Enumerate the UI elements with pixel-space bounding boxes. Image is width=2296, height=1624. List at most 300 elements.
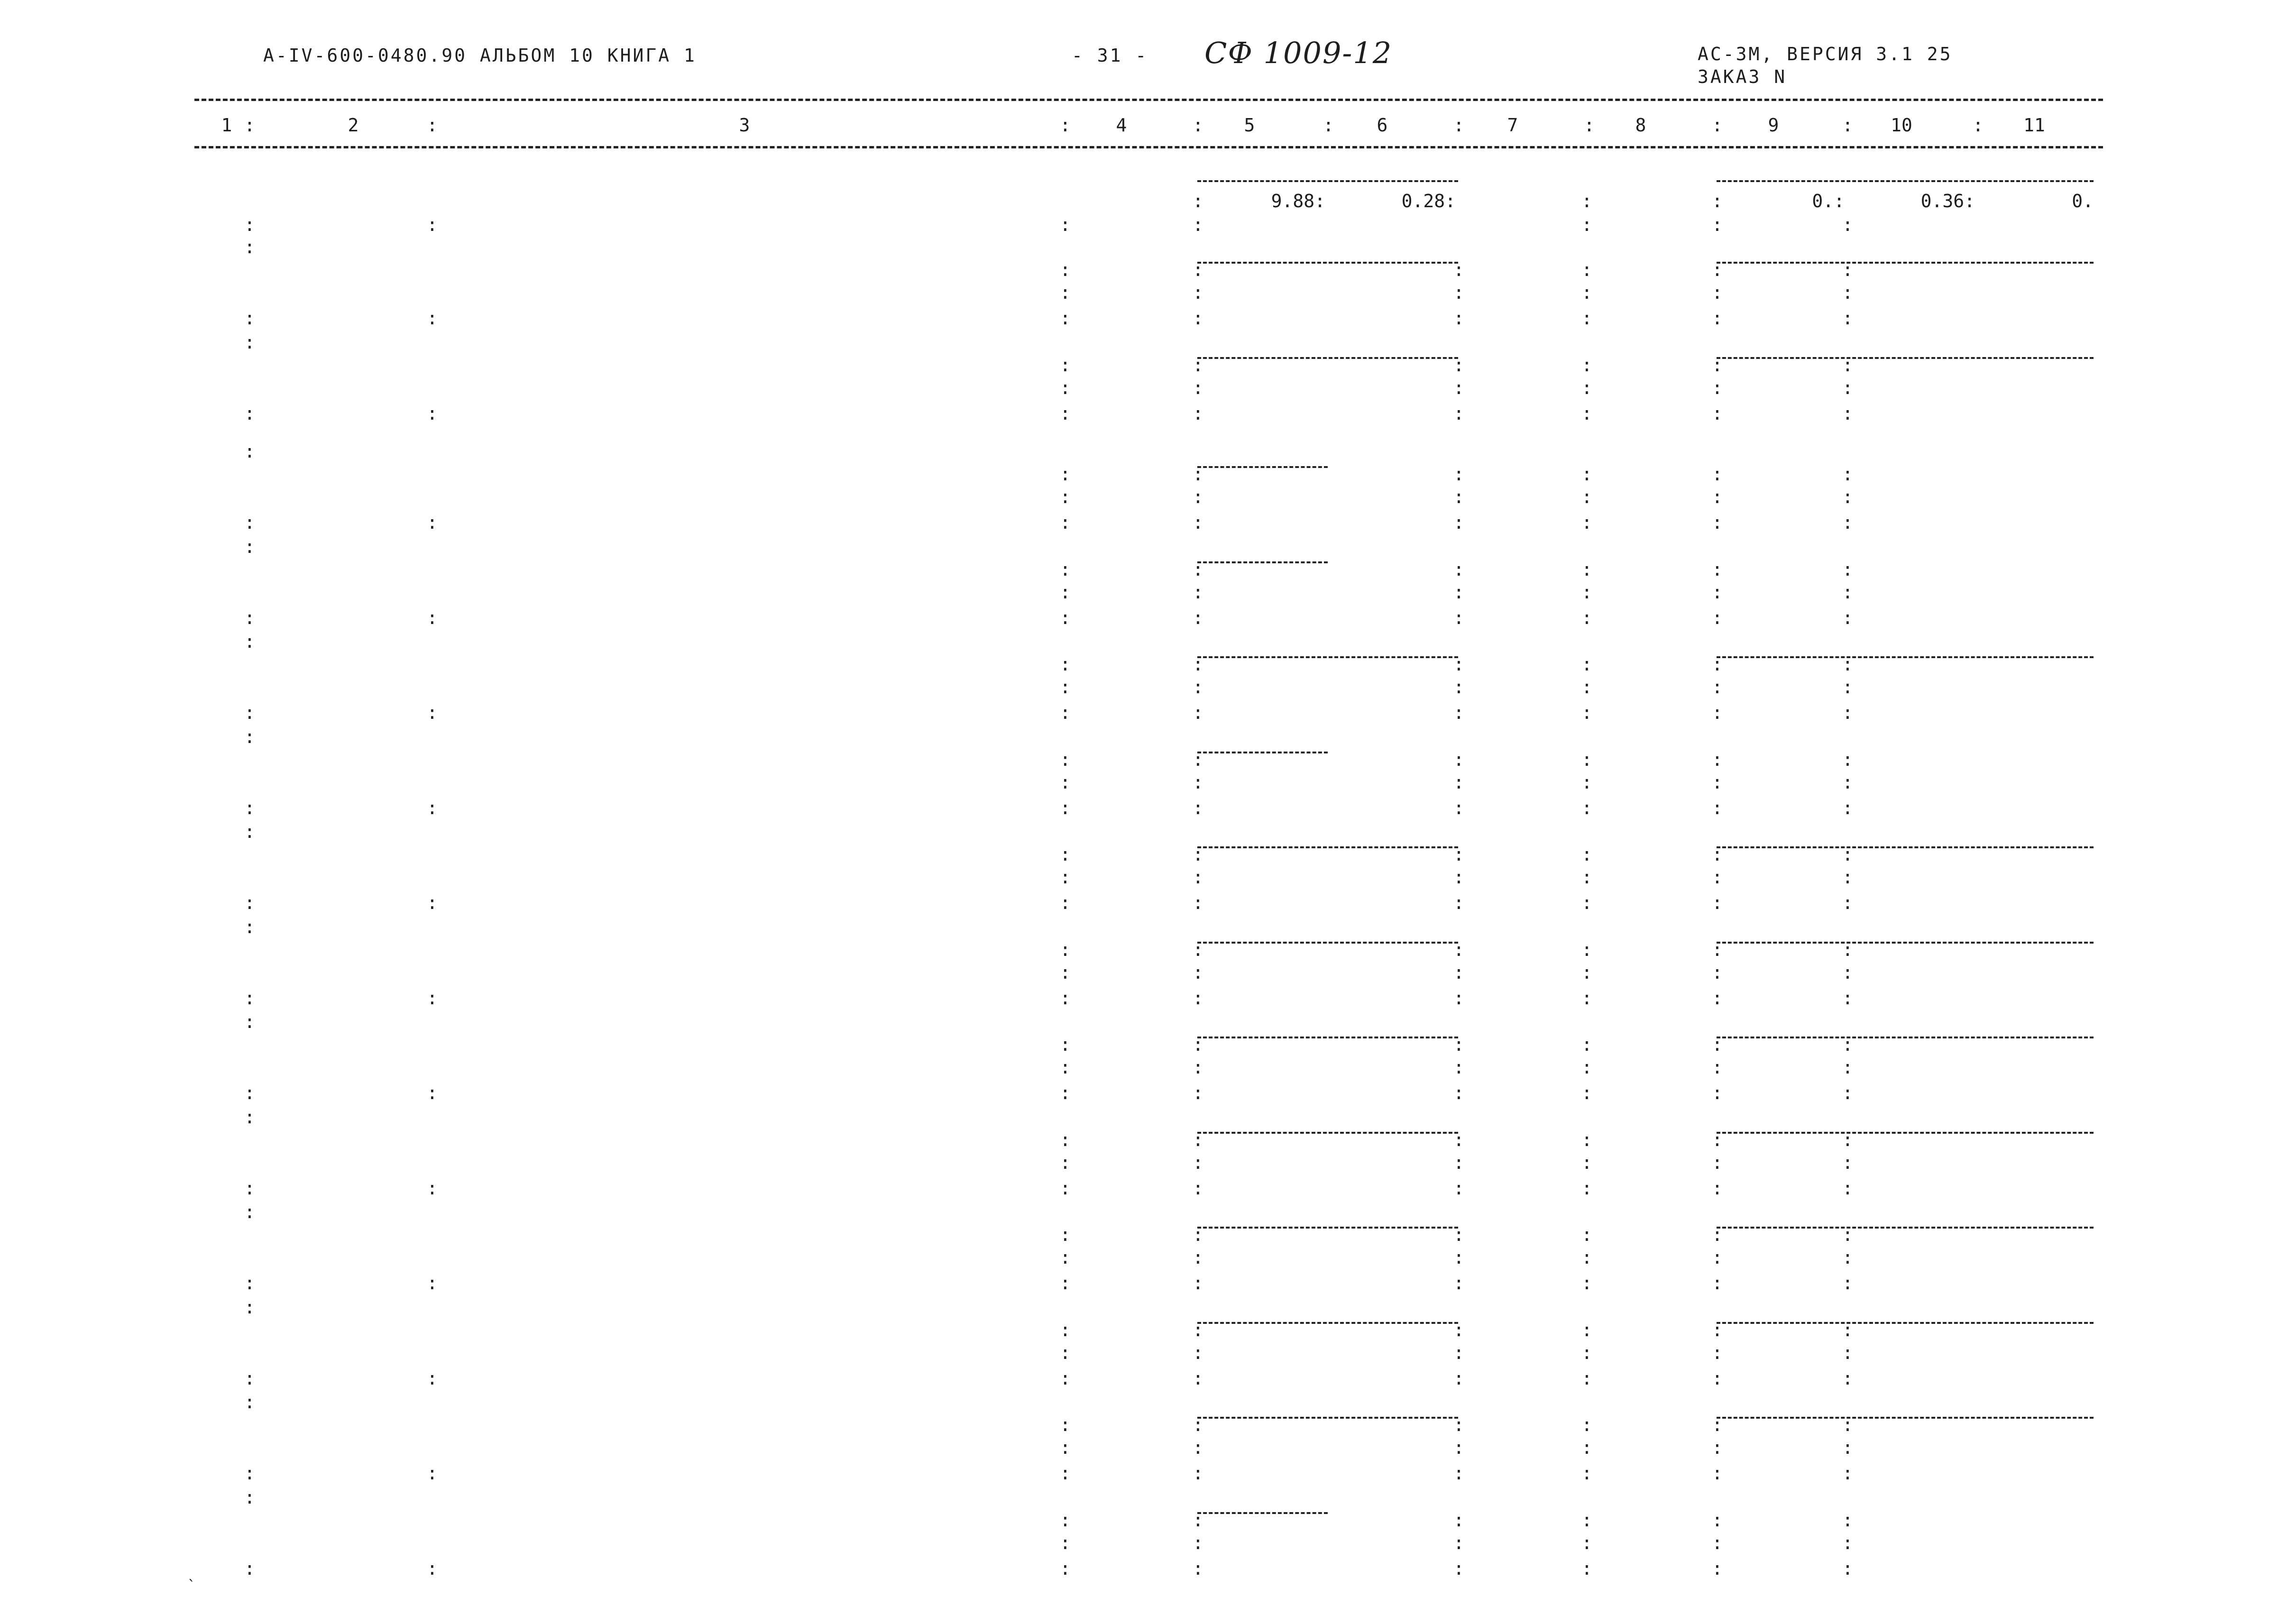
column-header-separator: : bbox=[1193, 115, 1203, 136]
column-separator: : bbox=[1842, 844, 1853, 865]
column-separator: : bbox=[1581, 354, 1592, 376]
column-separator: : bbox=[1581, 464, 1592, 485]
column-separator: : bbox=[1581, 1247, 1592, 1268]
column-separator: : bbox=[1060, 1509, 1071, 1531]
cell-divider bbox=[1717, 942, 2094, 944]
column-separator: : bbox=[1581, 1177, 1592, 1199]
column-separator: : bbox=[1060, 308, 1071, 329]
column-separator: : bbox=[1453, 377, 1464, 398]
column-separator: : bbox=[1842, 1273, 1853, 1294]
cell-c5: 9.88: bbox=[1271, 191, 1325, 211]
column-separator: : bbox=[1581, 1034, 1592, 1055]
column-separator: : bbox=[1453, 1152, 1464, 1173]
column-separator: : bbox=[427, 214, 438, 235]
column-separator: : bbox=[1060, 654, 1071, 675]
column-separator: : bbox=[1060, 1558, 1071, 1579]
column-separator: : bbox=[1060, 939, 1071, 960]
column-separator: : bbox=[1712, 771, 1723, 793]
column-separator: : bbox=[1453, 486, 1464, 507]
column-separator: : bbox=[1842, 486, 1853, 507]
column-separator: : bbox=[1842, 403, 1853, 424]
cell-divider bbox=[1717, 180, 2094, 182]
column-separator: : bbox=[1581, 559, 1592, 580]
column-separator: : bbox=[1193, 1532, 1203, 1553]
column-separator: : bbox=[1581, 259, 1592, 280]
column-header-7: 7 bbox=[1507, 115, 1518, 136]
column-separator: : bbox=[427, 403, 438, 424]
column-separator: : bbox=[244, 237, 255, 257]
column-separator: : bbox=[1581, 512, 1592, 533]
column-separator: : bbox=[244, 1177, 255, 1199]
column-separator: : bbox=[1842, 512, 1853, 533]
column-separator: : bbox=[1453, 1509, 1464, 1531]
column-separator: : bbox=[1842, 1532, 1853, 1553]
column-separator: : bbox=[427, 1367, 438, 1389]
header-bottom-rule bbox=[194, 146, 2103, 148]
column-separator: : bbox=[1193, 654, 1203, 675]
column-separator: : bbox=[1193, 797, 1203, 818]
column-separator: : bbox=[1193, 607, 1203, 628]
column-separator: : bbox=[244, 441, 255, 462]
column-separator: : bbox=[1712, 702, 1723, 723]
column-separator: : bbox=[1712, 1342, 1723, 1363]
column-separator: : bbox=[1060, 1034, 1071, 1055]
column-separator: : bbox=[1581, 797, 1592, 818]
column-separator: : bbox=[1581, 939, 1592, 960]
column-separator: : bbox=[1581, 1342, 1592, 1363]
cell-divider bbox=[1197, 1417, 1458, 1419]
column-separator: : bbox=[1060, 1319, 1071, 1340]
cell-divider bbox=[1717, 1227, 2094, 1229]
column-separator: : bbox=[1193, 214, 1203, 235]
column-separator: : bbox=[1060, 1463, 1071, 1484]
column-separator: : bbox=[244, 214, 255, 235]
column-separator: : bbox=[244, 1558, 255, 1579]
column-separator: : bbox=[1842, 1367, 1853, 1389]
column-separator: : bbox=[1842, 654, 1853, 675]
cell-divider bbox=[1197, 1132, 1458, 1134]
column-separator: : bbox=[1060, 282, 1071, 303]
column-separator: : bbox=[244, 1106, 255, 1128]
cell-c9: 0.: bbox=[1812, 191, 1845, 211]
column-separator: : bbox=[244, 702, 255, 723]
column-separator: : bbox=[1193, 962, 1203, 983]
column-separator: : bbox=[1842, 354, 1853, 376]
column-separator: : bbox=[1193, 771, 1203, 793]
column-separator: : bbox=[1842, 939, 1853, 960]
column-separator: : bbox=[427, 702, 438, 723]
cell-c6: 0.28: bbox=[1401, 191, 1456, 211]
column-separator: : bbox=[1193, 1057, 1203, 1078]
column-separator: : bbox=[1581, 191, 1592, 211]
column-separator: : bbox=[1453, 867, 1464, 888]
column-separator: : bbox=[1712, 654, 1723, 675]
column-separator: : bbox=[1193, 749, 1203, 770]
album-header: А-IV-600-0480.90 АЛЬБОМ 10 КНИГА 1 bbox=[263, 45, 697, 66]
column-separator: : bbox=[1060, 464, 1071, 485]
column-separator: : bbox=[427, 1463, 438, 1484]
column-separator: : bbox=[244, 726, 255, 747]
column-separator: : bbox=[244, 1367, 255, 1389]
column-separator: : bbox=[1842, 1247, 1853, 1268]
column-separator: : bbox=[1060, 1414, 1071, 1435]
column-separator: : bbox=[244, 1463, 255, 1484]
column-separator: : bbox=[1193, 282, 1203, 303]
cell-divider bbox=[1197, 656, 1458, 658]
column-separator: : bbox=[1712, 377, 1723, 398]
column-separator: : bbox=[1581, 377, 1592, 398]
column-separator: : bbox=[1193, 512, 1203, 533]
column-separator: : bbox=[244, 1273, 255, 1294]
cell-divider bbox=[1717, 846, 2094, 848]
column-separator: : bbox=[1453, 581, 1464, 603]
column-separator: : bbox=[1712, 308, 1723, 329]
column-header-separator: : bbox=[244, 115, 255, 136]
column-separator: : bbox=[1060, 559, 1071, 580]
column-separator: : bbox=[1453, 607, 1464, 628]
column-separator: : bbox=[244, 1083, 255, 1103]
column-separator: : bbox=[1712, 1414, 1723, 1435]
cell-divider bbox=[1197, 262, 1458, 264]
column-header-separator: : bbox=[1973, 115, 1984, 136]
column-separator: : bbox=[1712, 1558, 1723, 1579]
column-header-separator: : bbox=[1842, 115, 1853, 136]
column-separator: : bbox=[1712, 844, 1723, 865]
column-separator: : bbox=[1712, 962, 1723, 983]
column-separator: : bbox=[1581, 1224, 1592, 1245]
column-separator: : bbox=[1060, 214, 1071, 235]
column-separator: : bbox=[1060, 486, 1071, 507]
cell-divider bbox=[1197, 942, 1458, 944]
column-separator: : bbox=[427, 892, 438, 913]
column-separator: : bbox=[1842, 749, 1853, 770]
column-separator: : bbox=[1712, 1034, 1723, 1055]
column-separator: : bbox=[1712, 939, 1723, 960]
column-separator: : bbox=[1193, 1247, 1203, 1268]
column-separator: : bbox=[1581, 607, 1592, 628]
column-separator: : bbox=[1453, 1057, 1464, 1078]
column-separator: : bbox=[1453, 1273, 1464, 1294]
column-separator: : bbox=[1712, 259, 1723, 280]
column-separator: : bbox=[244, 536, 255, 557]
column-separator: : bbox=[1842, 308, 1853, 329]
column-separator: : bbox=[1453, 464, 1464, 485]
column-separator: : bbox=[1060, 1342, 1071, 1363]
cell-divider bbox=[1717, 1417, 2094, 1419]
column-separator: : bbox=[1193, 354, 1203, 376]
column-separator: : bbox=[1581, 214, 1592, 235]
column-separator: : bbox=[1193, 702, 1203, 723]
column-separator: : bbox=[1712, 987, 1723, 1009]
column-separator: : bbox=[244, 1392, 255, 1413]
column-header-separator: : bbox=[1453, 115, 1464, 136]
column-separator: : bbox=[1193, 1129, 1203, 1150]
column-header-6: 6 bbox=[1377, 115, 1388, 136]
column-separator: : bbox=[1453, 354, 1464, 376]
column-separator: : bbox=[1193, 867, 1203, 888]
column-separator: : bbox=[1453, 1558, 1464, 1579]
column-separator: : bbox=[1842, 1129, 1853, 1150]
column-separator: : bbox=[1060, 892, 1071, 913]
column-separator: : bbox=[1842, 1083, 1853, 1103]
column-separator: : bbox=[1712, 677, 1723, 697]
column-separator: : bbox=[1842, 214, 1853, 235]
column-separator: : bbox=[1060, 749, 1071, 770]
column-separator: : bbox=[1581, 962, 1592, 983]
column-separator: : bbox=[1060, 1224, 1071, 1245]
column-separator: : bbox=[244, 1486, 255, 1508]
cell-divider bbox=[1717, 1322, 2094, 1324]
column-separator: : bbox=[1453, 702, 1464, 723]
column-separator: : bbox=[1453, 1247, 1464, 1268]
column-separator: : bbox=[1453, 282, 1464, 303]
column-separator: : bbox=[1581, 486, 1592, 507]
cell-divider bbox=[1197, 357, 1458, 359]
column-separator: : bbox=[1453, 797, 1464, 818]
column-separator: : bbox=[1712, 867, 1723, 888]
column-separator: : bbox=[1453, 1129, 1464, 1150]
margin-mark: ` bbox=[187, 1578, 198, 1594]
column-separator: : bbox=[1842, 1152, 1853, 1173]
column-header-1: 1 bbox=[221, 115, 232, 136]
column-separator: : bbox=[427, 1558, 438, 1579]
column-separator: : bbox=[244, 797, 255, 818]
column-separator: : bbox=[244, 403, 255, 424]
column-separator: : bbox=[1581, 1437, 1592, 1458]
column-separator: : bbox=[1193, 939, 1203, 960]
column-separator: : bbox=[1453, 987, 1464, 1009]
column-separator: : bbox=[1581, 282, 1592, 303]
column-separator: : bbox=[1842, 1509, 1853, 1531]
column-separator: : bbox=[1712, 354, 1723, 376]
column-separator: : bbox=[1712, 1437, 1723, 1458]
cell-divider bbox=[1717, 1132, 2094, 1134]
column-separator: : bbox=[1712, 512, 1723, 533]
column-separator: : bbox=[1453, 1367, 1464, 1389]
column-separator: : bbox=[1842, 1224, 1853, 1245]
column-separator: : bbox=[1060, 354, 1071, 376]
column-separator: : bbox=[1581, 702, 1592, 723]
column-separator: : bbox=[1193, 259, 1203, 280]
column-separator: : bbox=[1193, 987, 1203, 1009]
column-separator: : bbox=[1453, 1532, 1464, 1553]
column-separator: : bbox=[1842, 987, 1853, 1009]
column-separator: : bbox=[427, 1273, 438, 1294]
column-separator: : bbox=[244, 308, 255, 329]
column-separator: : bbox=[1193, 559, 1203, 580]
column-separator: : bbox=[1581, 1129, 1592, 1150]
column-separator: : bbox=[1193, 191, 1203, 211]
column-separator: : bbox=[1581, 867, 1592, 888]
column-separator: : bbox=[244, 1011, 255, 1032]
column-separator: : bbox=[1712, 486, 1723, 507]
column-separator: : bbox=[1193, 1558, 1203, 1579]
program-version: АС-3М, ВЕРСИЯ 3.1 25 bbox=[1698, 44, 1953, 64]
column-header-separator: : bbox=[1584, 115, 1595, 136]
column-separator: : bbox=[427, 1177, 438, 1199]
column-separator: : bbox=[1842, 464, 1853, 485]
column-separator: : bbox=[244, 1202, 255, 1222]
column-separator: : bbox=[1060, 987, 1071, 1009]
column-separator: : bbox=[1712, 1177, 1723, 1199]
column-separator: : bbox=[1453, 1319, 1464, 1340]
column-separator: : bbox=[1193, 1152, 1203, 1173]
column-separator: : bbox=[1060, 377, 1071, 398]
column-separator: : bbox=[1581, 1532, 1592, 1553]
cell-divider bbox=[1717, 262, 2094, 264]
column-separator: : bbox=[1581, 771, 1592, 793]
column-separator: : bbox=[1712, 797, 1723, 818]
column-separator: : bbox=[1453, 1437, 1464, 1458]
column-separator: : bbox=[1060, 1057, 1071, 1078]
column-separator: : bbox=[1842, 1342, 1853, 1363]
column-separator: : bbox=[244, 987, 255, 1009]
column-separator: : bbox=[1060, 702, 1071, 723]
cell-c11: 0. bbox=[2072, 191, 2094, 211]
cell-divider bbox=[1717, 656, 2094, 658]
column-separator: : bbox=[1712, 1319, 1723, 1340]
column-separator: : bbox=[1453, 892, 1464, 913]
column-separator: : bbox=[1581, 654, 1592, 675]
cell-divider bbox=[1197, 1037, 1458, 1038]
column-separator: : bbox=[1712, 1057, 1723, 1078]
column-separator: : bbox=[1712, 1083, 1723, 1103]
column-header-separator: : bbox=[1060, 115, 1071, 136]
column-separator: : bbox=[1060, 1129, 1071, 1150]
column-separator: : bbox=[1193, 1414, 1203, 1435]
column-separator: : bbox=[1581, 1152, 1592, 1173]
column-separator: : bbox=[1193, 892, 1203, 913]
column-separator: : bbox=[1712, 1509, 1723, 1531]
column-separator: : bbox=[427, 512, 438, 533]
page-number: - 31 - bbox=[1072, 45, 1148, 66]
column-separator: : bbox=[1060, 797, 1071, 818]
cell-divider bbox=[1197, 180, 1458, 182]
cell-divider bbox=[1197, 466, 1328, 468]
column-separator: : bbox=[1193, 1034, 1203, 1055]
column-separator: : bbox=[1453, 512, 1464, 533]
column-separator: : bbox=[1453, 308, 1464, 329]
column-separator: : bbox=[1453, 1342, 1464, 1363]
column-separator: : bbox=[244, 607, 255, 628]
column-separator: : bbox=[1712, 1152, 1723, 1173]
column-separator: : bbox=[1712, 1463, 1723, 1484]
column-separator: : bbox=[1453, 403, 1464, 424]
column-separator: : bbox=[1581, 677, 1592, 697]
column-separator: : bbox=[1581, 1083, 1592, 1103]
column-separator: : bbox=[1581, 1367, 1592, 1389]
column-separator: : bbox=[1712, 1247, 1723, 1268]
column-header-11: 11 bbox=[2023, 115, 2045, 136]
column-separator: : bbox=[1193, 1463, 1203, 1484]
column-separator: : bbox=[1453, 939, 1464, 960]
cell-divider bbox=[1717, 1037, 2094, 1038]
column-separator: : bbox=[1581, 1414, 1592, 1435]
column-header-separator: : bbox=[1323, 115, 1334, 136]
column-separator: : bbox=[1193, 1083, 1203, 1103]
column-separator: : bbox=[244, 821, 255, 842]
column-separator: : bbox=[1842, 1414, 1853, 1435]
column-separator: : bbox=[1581, 1319, 1592, 1340]
column-separator: : bbox=[1193, 1273, 1203, 1294]
column-separator: : bbox=[1712, 282, 1723, 303]
column-header-5: 5 bbox=[1244, 115, 1255, 136]
column-separator: : bbox=[1060, 1083, 1071, 1103]
column-separator: : bbox=[1712, 1532, 1723, 1553]
column-separator: : bbox=[1712, 581, 1723, 603]
cell-divider bbox=[1197, 1512, 1328, 1514]
column-header-separator: : bbox=[427, 115, 438, 136]
order-number: ЗАКАЗ N bbox=[1698, 66, 1787, 87]
column-separator: : bbox=[1842, 771, 1853, 793]
column-separator: : bbox=[1581, 581, 1592, 603]
column-separator: : bbox=[1193, 464, 1203, 485]
column-separator: : bbox=[1712, 1224, 1723, 1245]
column-header-9: 9 bbox=[1768, 115, 1779, 136]
column-separator: : bbox=[1712, 214, 1723, 235]
column-separator: : bbox=[1453, 559, 1464, 580]
column-separator: : bbox=[1060, 1273, 1071, 1294]
column-separator: : bbox=[427, 797, 438, 818]
column-separator: : bbox=[1193, 1319, 1203, 1340]
cell-divider bbox=[1197, 846, 1458, 848]
column-separator: : bbox=[1453, 962, 1464, 983]
column-separator: : bbox=[1842, 581, 1853, 603]
column-separator: : bbox=[1453, 654, 1464, 675]
column-separator: : bbox=[1842, 797, 1853, 818]
column-separator: : bbox=[1581, 987, 1592, 1009]
column-separator: : bbox=[1193, 1177, 1203, 1199]
column-separator: : bbox=[1193, 1342, 1203, 1363]
column-separator: : bbox=[1712, 1129, 1723, 1150]
column-separator: : bbox=[1842, 892, 1853, 913]
column-separator: : bbox=[1581, 403, 1592, 424]
column-separator: : bbox=[1581, 1273, 1592, 1294]
column-separator: : bbox=[1060, 259, 1071, 280]
cell-divider bbox=[1197, 752, 1328, 753]
column-separator: : bbox=[244, 892, 255, 913]
column-header-8: 8 bbox=[1635, 115, 1646, 136]
column-separator: : bbox=[1581, 308, 1592, 329]
column-separator: : bbox=[1842, 1177, 1853, 1199]
column-separator: : bbox=[1581, 749, 1592, 770]
column-separator: : bbox=[1193, 377, 1203, 398]
column-separator: : bbox=[1712, 1273, 1723, 1294]
column-separator: : bbox=[1453, 1034, 1464, 1055]
column-separator: : bbox=[1712, 749, 1723, 770]
header-top-rule bbox=[194, 99, 2103, 101]
column-separator: : bbox=[1842, 1437, 1853, 1458]
column-separator: : bbox=[1453, 677, 1464, 697]
column-header-10: 10 bbox=[1891, 115, 1912, 136]
column-separator: : bbox=[1581, 1509, 1592, 1531]
column-separator: : bbox=[1193, 844, 1203, 865]
column-separator: : bbox=[1581, 1463, 1592, 1484]
column-separator: : bbox=[1193, 677, 1203, 697]
column-separator: : bbox=[1712, 403, 1723, 424]
column-separator: : bbox=[1453, 1463, 1464, 1484]
column-separator: : bbox=[1193, 403, 1203, 424]
column-header-separator: : bbox=[1712, 115, 1723, 136]
column-separator: : bbox=[427, 1083, 438, 1103]
column-header-2: 2 bbox=[348, 115, 359, 136]
column-separator: : bbox=[1193, 308, 1203, 329]
column-separator: : bbox=[1842, 1463, 1853, 1484]
column-separator: : bbox=[244, 631, 255, 652]
cell-divider bbox=[1197, 1227, 1458, 1229]
column-separator: : bbox=[1060, 607, 1071, 628]
column-separator: : bbox=[427, 987, 438, 1009]
